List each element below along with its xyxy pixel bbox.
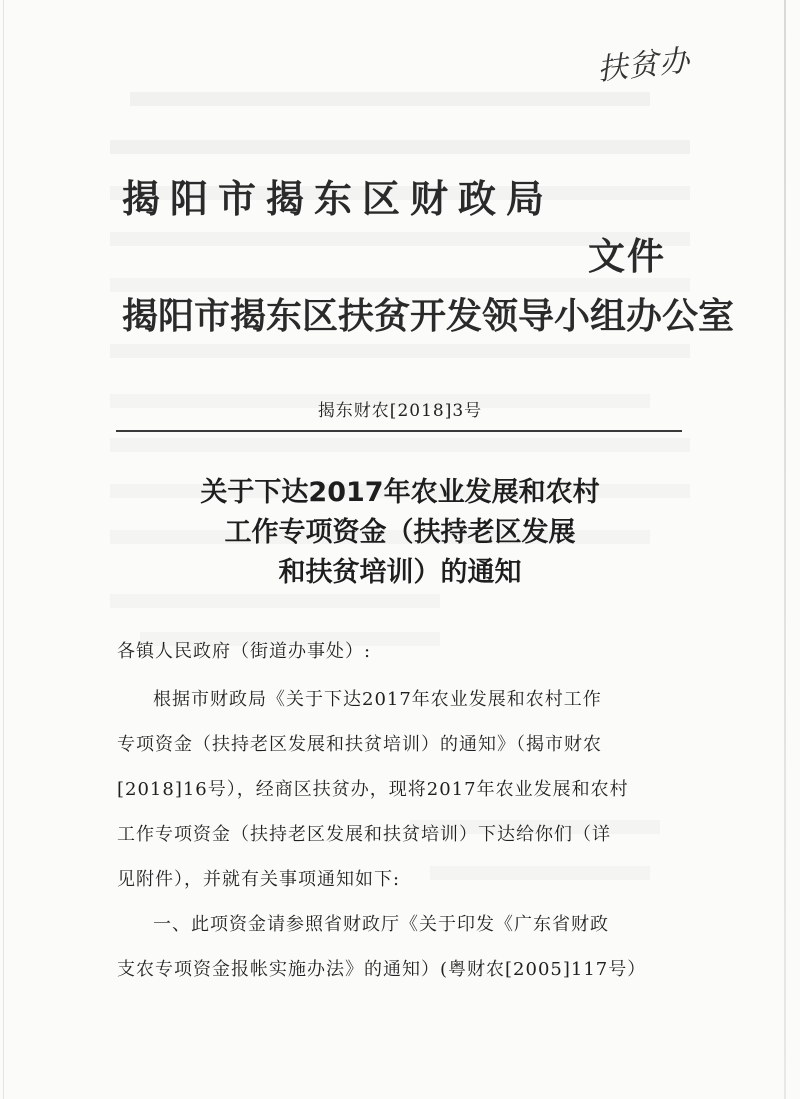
paragraph-2-line: 支农专项资金报帐实施办法》的通知）(粤财农[2005]117号） [117, 959, 647, 980]
salutation: 各镇人民政府（街道办事处）: [117, 641, 372, 662]
header-divider [116, 430, 682, 432]
paragraph-1-line: 见附件），并就有关事项通知如下: [117, 869, 401, 890]
paragraph-1-line: 根据市财政局《关于下达2017年农业发展和农村工作 [153, 689, 602, 710]
document-number: 揭东财农[2018]3号 [317, 401, 483, 421]
paragraph-1-line: [2018]16号），经商区扶贫办，现将2017年农业发展和农村 [117, 779, 629, 800]
document-title-line-1: 关于下达2017年农业发展和农村 [200, 477, 600, 508]
issuer-poverty-office: 揭阳市揭东区扶贫开发领导小组办公室 [122, 296, 735, 337]
paragraph-2-line: 一、此项资金请参照省财政厅《关于印发《广东省财政 [153, 914, 609, 935]
issuer-document-label: 文件 [588, 235, 666, 278]
paragraph-1-line: 专项资金（扶持老区发展和扶贫培训）的通知》（揭市财农 [117, 734, 602, 755]
paragraph-1-line: 工作专项资金（扶持老区发展和扶贫培训）下达给你们（详 [117, 824, 611, 845]
handwritten-note: 扶贫办 [595, 43, 692, 88]
document-title-line-3: 和扶贫培训）的通知 [278, 557, 522, 588]
issuer-finance-bureau: 揭阳市揭东区财政局 [122, 177, 555, 221]
document-title-line-2: 工作专项资金（扶持老区发展 [224, 517, 576, 548]
